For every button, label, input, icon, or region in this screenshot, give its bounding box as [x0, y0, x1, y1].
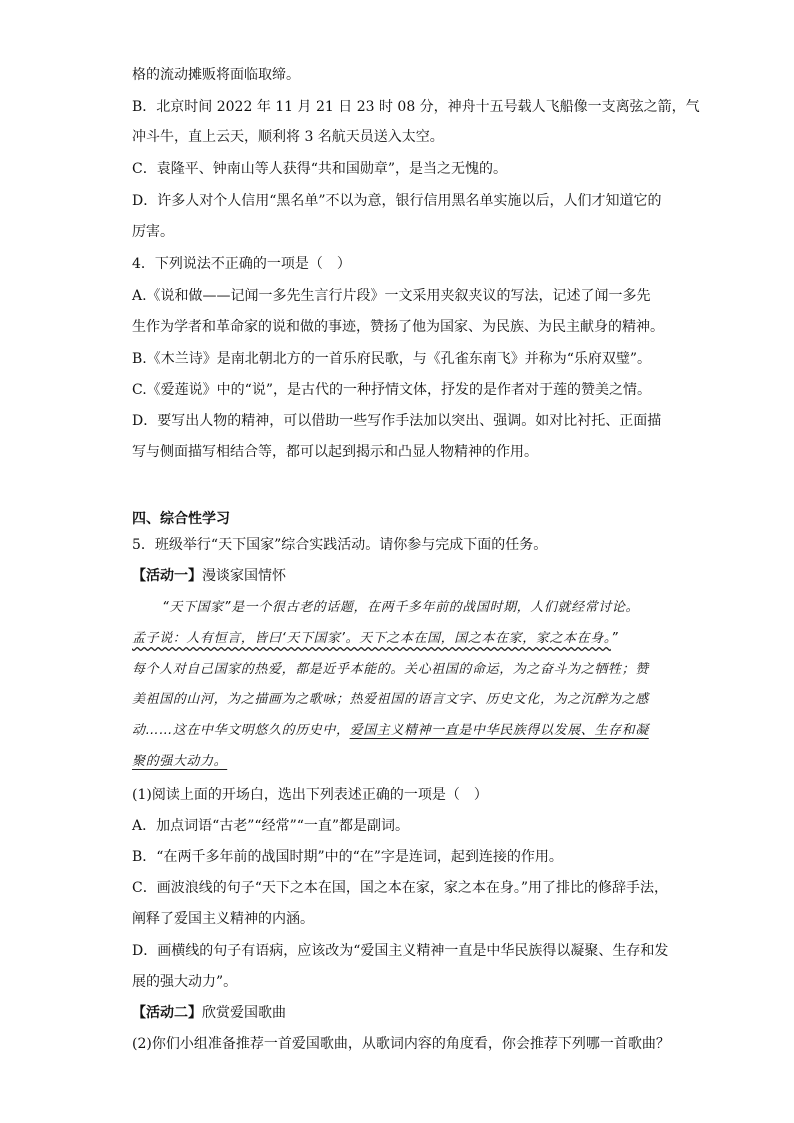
text-line: 阐释了爱国主义精神的内涵。: [132, 911, 314, 927]
text-line: 厉害。: [132, 224, 174, 240]
text-line: 格的流动摊贩将面临取缔。: [132, 67, 300, 83]
question-5-1-stem: (1)阅读上面的开场白，选出下列表述正确的一项是（ ）: [132, 787, 488, 803]
passage-line: “天下国家”是一个很古老的话题，在两千多年前的战国时期，人们就经常讨论。: [162, 600, 640, 615]
passage-line: 每个人对自己国家的热爱，都是近乎本能的。关心祖国的命运，为之奋斗为之牺牲；赞: [132, 662, 649, 677]
option-d-line: D．许多人对个人信用“黑名单”不以为意，银行信用黑名单实施以后，人们才知道它的: [132, 193, 662, 209]
option-b-line: B．北京时间 2022 年 11 月 21 日 23 时 08 分，神舟十五号载人飞船像一支离弦之箭，气: [132, 99, 700, 115]
underlined-sentence: 爱国主义精神一直是中华民族得以发展、生存和凝: [349, 723, 649, 738]
question-5-2-stem: (2)你们小组准备推荐一首爱国歌曲，从歌词内容的角度看，你会推荐下列哪一首歌曲？: [132, 1036, 670, 1052]
underlined-sentence-end: 聚的强大动力。: [132, 754, 228, 769]
activity-2-title: 欣赏爱国歌曲: [202, 1005, 286, 1021]
text-line: 冲斗牛，直上云天，顺利将 3 名航天员送入太空。: [132, 129, 444, 145]
option-b-line: B.《木兰诗》是南北朝北方的一首乐府民歌，与《孔雀东南飞》并称为“乐府双璧”。: [132, 351, 652, 367]
closing-quote: ”: [610, 631, 619, 646]
question-4-stem: 4．下列说法不正确的一项是（ ）: [132, 256, 351, 272]
option-b-line: B．“在两千多年前的战国时期”中的“在”字是连词，起到连接的作用。: [132, 849, 563, 865]
question-5-stem: 5．班级举行“天下国家”综合实践活动。请你参与完成下面的任务。: [132, 537, 548, 553]
option-a-line: A．加点词语“古老”“经常”“一直”都是副词。: [132, 818, 410, 834]
text-line: 写与侧面描写相结合等，都可以起到揭示和凸显人物精神的作用。: [132, 444, 538, 460]
passage-text: 动……这在中华文明悠久的历史中，: [132, 723, 350, 738]
activity-1-heading: [132, 567, 672, 585]
passage-line: [132, 753, 672, 771]
option-c-line: C.《爱莲说》中的“说”，是古代的一种抒情文体，抒发的是作者对于莲的赞美之情。: [132, 382, 651, 398]
option-c-line: C．袁隆平、钟南山等人获得“共和国勋章”，是当之无愧的。: [132, 161, 508, 177]
section-title: 四、综合性学习: [132, 511, 230, 527]
option-d-line: D．要写出人物的精神，可以借助一些写作手法加以突出、强调。如对比衬托、正面描: [132, 413, 662, 429]
activity-2-heading: [132, 1004, 672, 1022]
passage-line: [132, 722, 672, 740]
text-line: 展的强大动力”。: [132, 974, 238, 990]
option-a-line: A.《说和做——记闻一多先生言行片段》一文采用夹叙夹议的写法，记述了闻一多先: [132, 288, 651, 304]
activity-1-bracket: 【活动一】: [132, 568, 202, 584]
option-d-line: D．画横线的句子有语病，应该改为“爱国主义精神一直是中华民族得以凝聚、生存和发: [132, 943, 669, 959]
option-c-line: C．画波浪线的句子“天下之本在国，国之本在家，家之本在身。”用了排比的修辞手法，: [132, 880, 669, 896]
activity-2-bracket: 【活动二】: [132, 1005, 202, 1021]
text-line: 生作为学者和革命家的说和做的事迹，赞扬了他为国家、为民族、为民主献身的精神。: [132, 319, 664, 335]
wavy-underlined-sentence: 孟子说：人有恒言，皆曰‘天下国家’。天下之本在国，国之本在家，家之本在身。: [132, 631, 611, 646]
passage-line: [132, 630, 672, 648]
passage-line: 美祖国的山河，为之描画为之歌咏；热爱祖国的语言文字、历史文化，为之沉醉为之感: [132, 692, 649, 707]
activity-1-title: 漫谈家国情怀: [202, 568, 286, 584]
